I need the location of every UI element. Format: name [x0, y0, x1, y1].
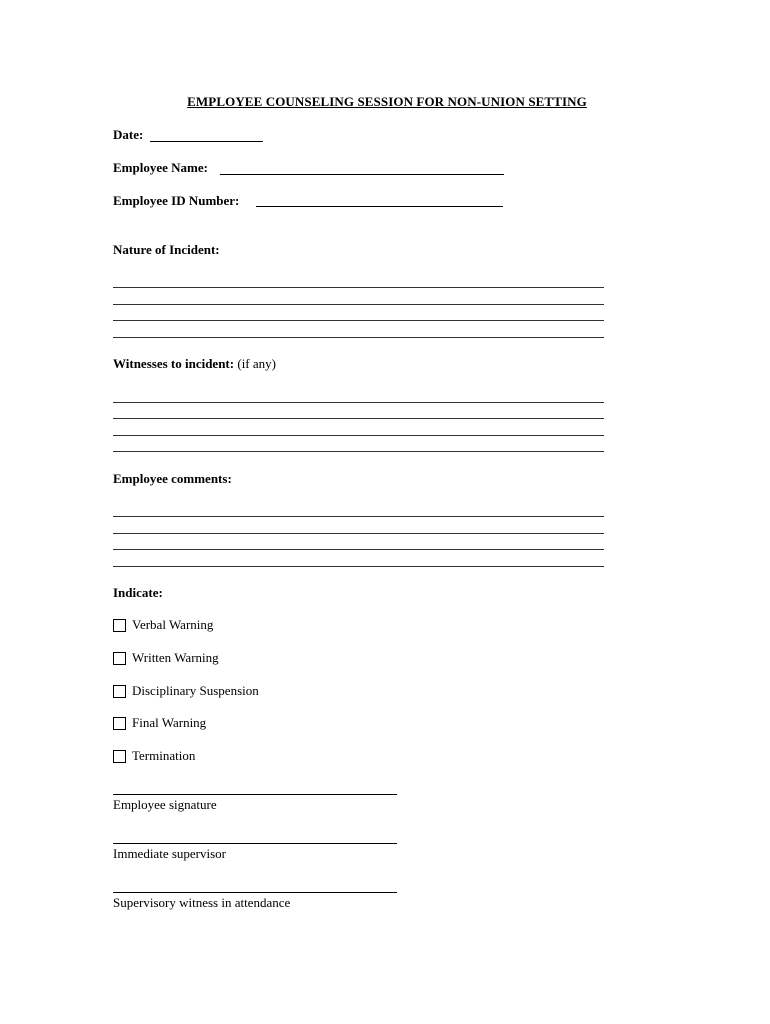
- witnesses-label-group: [113, 356, 276, 372]
- immediate-supervisor-line[interactable]: [113, 843, 397, 844]
- witnesses-line-2[interactable]: [113, 418, 604, 419]
- witnesses-line-1[interactable]: [113, 402, 604, 403]
- checkbox-icon[interactable]: [113, 685, 126, 698]
- option-label: Written Warning: [132, 650, 219, 665]
- option-final-warning[interactable]: [113, 714, 206, 732]
- indicate-label: Indicate:: [113, 585, 163, 600]
- option-termination[interactable]: [113, 747, 195, 765]
- witnesses-line-3[interactable]: [113, 435, 604, 436]
- employee-comments-label: Employee comments:: [113, 471, 232, 486]
- comments-line-2[interactable]: [113, 533, 604, 534]
- checkbox-icon[interactable]: [113, 750, 126, 763]
- witnesses-label: Witnesses to incident:: [113, 356, 235, 371]
- supervisory-witness-label: Supervisory witness in attendance: [113, 895, 291, 910]
- option-label: Termination: [132, 748, 196, 763]
- option-verbal-warning[interactable]: [113, 616, 213, 634]
- employee-name-field[interactable]: [220, 174, 504, 175]
- date-field[interactable]: [150, 141, 263, 142]
- comments-line-1[interactable]: [113, 516, 604, 517]
- form-title: EMPLOYEE COUNSELING SESSION FOR NON-UNION SETTING: [187, 94, 587, 109]
- nature-line-3[interactable]: [113, 320, 604, 321]
- option-disciplinary-suspension[interactable]: [113, 682, 259, 700]
- comments-line-3[interactable]: [113, 549, 604, 550]
- employee-signature-label: Employee signature: [113, 797, 217, 812]
- nature-line-2[interactable]: [113, 304, 604, 305]
- employee-name-label: Employee Name:: [113, 160, 208, 175]
- checkbox-icon[interactable]: [113, 652, 126, 665]
- witnesses-line-4[interactable]: [113, 451, 604, 452]
- employee-id-label: Employee ID Number:: [113, 193, 240, 208]
- option-label: Final Warning: [132, 715, 207, 730]
- employee-id-field[interactable]: [256, 206, 503, 207]
- nature-of-incident-label: Nature of Incident:: [113, 242, 220, 257]
- option-label: Verbal Warning: [132, 617, 214, 632]
- nature-line-1[interactable]: [113, 287, 604, 288]
- date-label: Date:: [113, 127, 144, 142]
- checkbox-icon[interactable]: [113, 717, 126, 730]
- comments-line-4[interactable]: [113, 566, 604, 567]
- nature-line-4[interactable]: [113, 337, 604, 338]
- checkbox-icon[interactable]: [113, 619, 126, 632]
- option-label: Disciplinary Suspension: [132, 683, 259, 698]
- witnesses-note: (if any): [237, 356, 276, 371]
- employee-signature-line[interactable]: [113, 794, 397, 795]
- supervisory-witness-line[interactable]: [113, 892, 397, 893]
- immediate-supervisor-label: Immediate supervisor: [113, 846, 226, 861]
- option-written-warning[interactable]: [113, 649, 219, 667]
